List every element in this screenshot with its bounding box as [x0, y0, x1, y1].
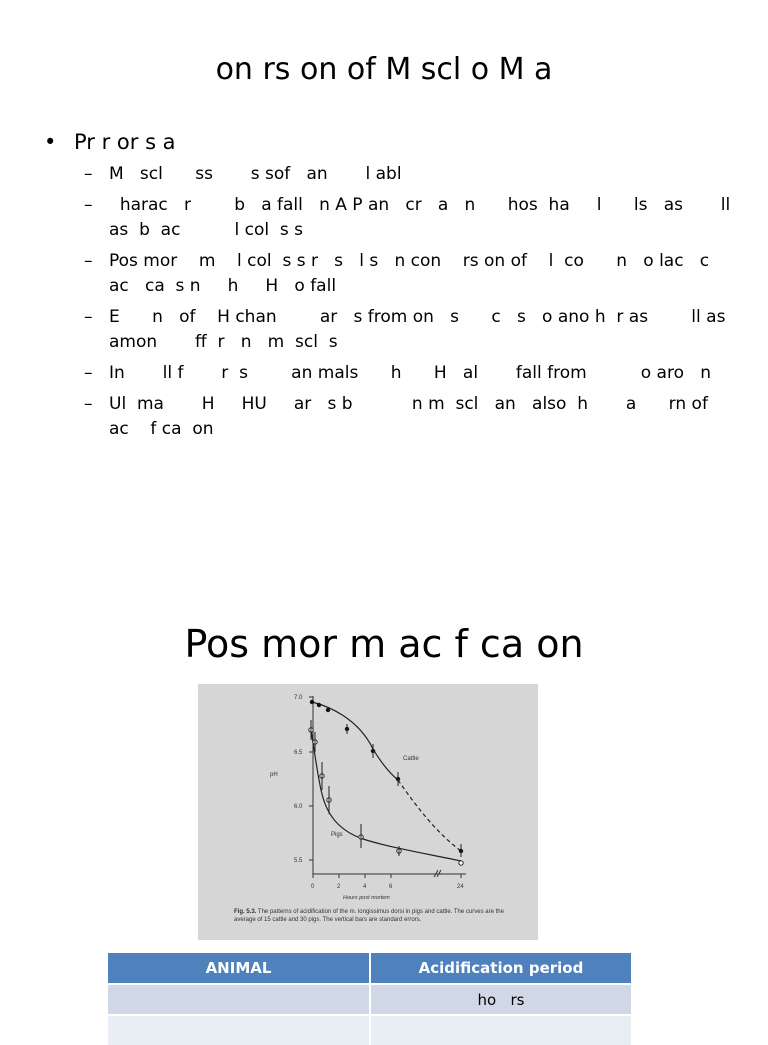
caption-text: The patterns of acidification of the m. longissimus dorsi in pigs and cattle. The curves are the average of 15 cattle and 30 pigs. The vertical bars are standard errors.: [234, 909, 504, 923]
caption-label: Fig. 5.3.: [234, 909, 257, 915]
sub-bullet-item: – E n of H chan ar s from on s c s o ano h r as ll as amon ff r n m scl s: [74, 305, 734, 355]
table-header-row: [108, 953, 632, 984]
acidification-table: [108, 953, 633, 1045]
column-header-animal: ANIMAL: [108, 953, 370, 984]
bullet-list: [44, 128, 737, 448]
slide-title-acidification: Pos mor m ac f ca on: [184, 622, 584, 666]
sub-bullet-list: [74, 162, 737, 442]
bullet-item: [44, 128, 737, 442]
bullet-text: Pr r or s a: [74, 130, 176, 154]
y-axis-label: pH: [270, 772, 278, 778]
table-row: [108, 1015, 632, 1045]
table-row: [108, 984, 632, 1015]
pigs-curve: [311, 730, 461, 861]
series-label-cattle: Cattle: [403, 756, 419, 762]
cattle-points: [310, 700, 463, 853]
ph-decline-figure: [198, 684, 538, 940]
y-tick-label: 6.0: [294, 804, 303, 810]
scanned-figure: [198, 684, 538, 940]
y-tick-label: 6.5: [294, 750, 303, 756]
table-cell: [108, 1015, 370, 1045]
sub-bullet-item: – Ul ma H HU ar s b n m scl an also h a rn of ac f ca on: [74, 392, 734, 442]
column-header-period: Acidification period: [370, 953, 632, 984]
sub-bullet-item: – In ll f r s an mals h H al fall from o aro n: [74, 361, 734, 386]
slide-title-muscle: on rs on of M scl o M a: [215, 52, 553, 87]
table-cell: [108, 984, 370, 1015]
cattle-curve-dashed: [398, 780, 461, 851]
x-tick-label: 24: [457, 884, 464, 890]
x-tick-label: 6: [389, 884, 393, 890]
table-cell: ho rs: [370, 984, 632, 1015]
x-tick-label: 0: [311, 884, 315, 890]
cattle-curve: [312, 702, 398, 780]
sub-bullet-item: – harac r b a fall n A P an cr a n hos ha l ls as ll as b ac l col s s: [74, 193, 734, 243]
series-label-pigs: Pigs: [331, 832, 343, 838]
y-tick-label: 7.0: [294, 695, 303, 701]
x-axis-label: Hours post mortem: [343, 895, 390, 901]
sub-bullet-item: – Pos mor m l col s s r s l s n con rs on of l co n o lac c ac ca s n h H o fall: [74, 249, 734, 299]
table-cell: [370, 1015, 632, 1045]
figure-caption: [234, 909, 524, 924]
x-tick-label: 2: [337, 884, 341, 890]
y-tick-label: 5.5: [294, 858, 303, 864]
x-tick-label: 4: [363, 884, 367, 890]
sub-bullet-item: – M scl ss s sof an l abl: [74, 162, 734, 187]
